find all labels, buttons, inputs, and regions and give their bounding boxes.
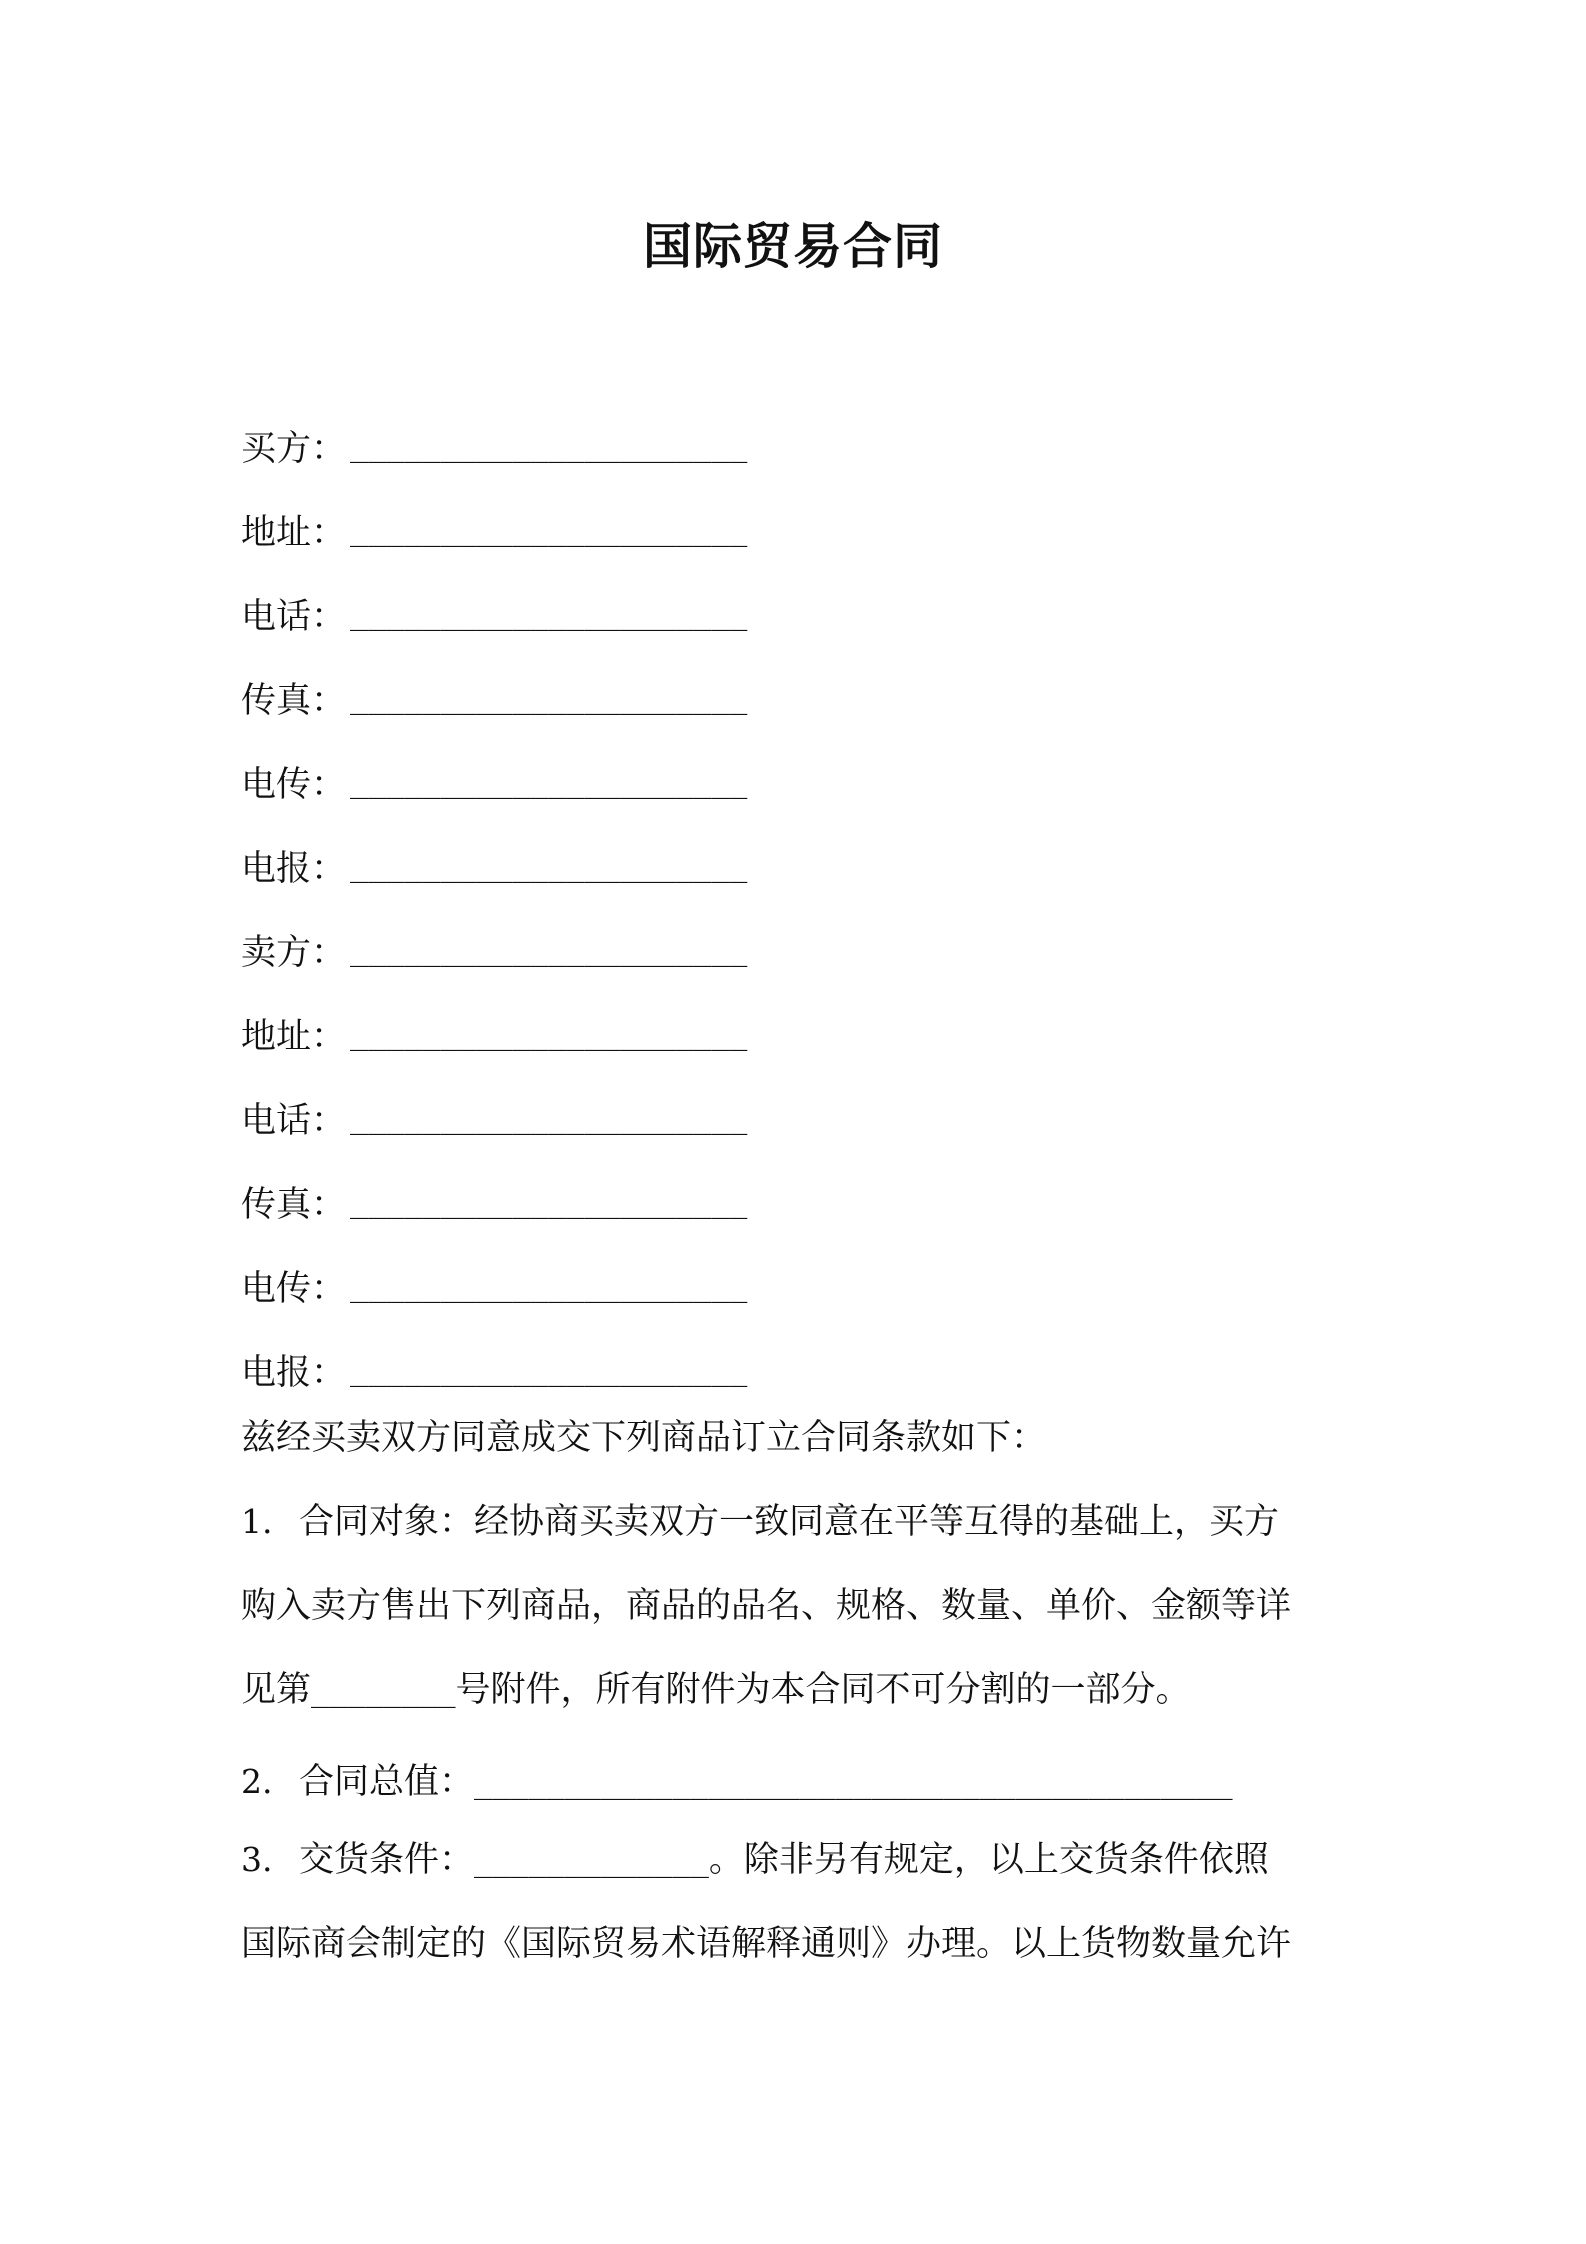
field-row-buyer-address bbox=[241, 488, 1381, 572]
fill-in-blank: ________ bbox=[311, 1674, 456, 1709]
clause-1-line-3 bbox=[241, 1648, 1361, 1734]
party-info-fields bbox=[241, 404, 1381, 1412]
fill-in-blank: ______________________ bbox=[350, 764, 748, 800]
field-row-buyer bbox=[241, 404, 1381, 488]
fill-in-blank: ______________________ bbox=[350, 848, 748, 884]
fill-in-blank: ______________________ bbox=[350, 680, 748, 716]
field-label: 买方： bbox=[241, 429, 347, 469]
clause-label: 合同总值： bbox=[299, 1762, 475, 1802]
clause-text: 见第 bbox=[241, 1670, 312, 1710]
clause-text: 合同对象：经协商买卖双方一致同意在平等互得的基础上，买方 bbox=[299, 1502, 1280, 1542]
clause-number: 2. bbox=[241, 1762, 273, 1801]
field-row-buyer-phone bbox=[241, 572, 1381, 656]
fill-in-blank: ______________________ bbox=[350, 1352, 748, 1388]
field-label: 地址： bbox=[241, 1017, 347, 1057]
field-row-seller-telex bbox=[241, 1244, 1381, 1328]
clause-text: 号附件，所有附件为本合同不可分割的一部分。 bbox=[455, 1670, 1191, 1710]
clause-label: 交货条件： bbox=[299, 1840, 475, 1880]
document-title: 国际贸易合同 bbox=[642, 218, 943, 275]
field-label: 电传： bbox=[241, 1269, 347, 1309]
field-label: 电传： bbox=[241, 765, 347, 805]
fill-in-blank: ______________________ bbox=[350, 428, 748, 464]
field-row-seller-phone bbox=[241, 1076, 1381, 1160]
field-label: 地址： bbox=[241, 513, 347, 553]
field-row-buyer-fax bbox=[241, 656, 1381, 740]
fill-in-blank: ______________________ bbox=[350, 1268, 748, 1304]
field-label: 卖方： bbox=[241, 933, 347, 973]
field-label: 电话： bbox=[241, 1101, 347, 1141]
clause-number: 3. bbox=[241, 1840, 273, 1879]
field-row-buyer-telex bbox=[241, 740, 1381, 824]
fill-in-blank: ______________________ bbox=[350, 512, 748, 548]
fill-in-blank: _____________ bbox=[474, 1844, 709, 1879]
fill-in-blank: ______________________ bbox=[350, 596, 748, 632]
field-row-seller bbox=[241, 908, 1381, 992]
fill-in-blank: ______________________ bbox=[350, 932, 748, 968]
clause-3-line-2: 国际商会制定的《国际贸易术语解释通则》办理。以上货物数量允许 bbox=[241, 1924, 1292, 1964]
field-row-seller-fax bbox=[241, 1160, 1381, 1244]
clause-3-line-1 bbox=[241, 1818, 1361, 1904]
clause-text: 。除非另有规定，以上交货条件依照 bbox=[708, 1840, 1269, 1880]
fill-in-blank: ______________________ bbox=[350, 1100, 748, 1136]
fill-in-blank: __________________________________________ bbox=[474, 1766, 1233, 1801]
intro-paragraph: 兹经买卖双方同意成交下列商品订立合同条款如下： bbox=[241, 1418, 1047, 1458]
field-label: 电话： bbox=[241, 597, 347, 637]
fill-in-blank: ______________________ bbox=[350, 1184, 748, 1220]
field-label: 电报： bbox=[241, 849, 347, 889]
clause-number: 1. bbox=[241, 1502, 273, 1541]
field-label: 电报： bbox=[241, 1353, 347, 1393]
field-row-seller-address bbox=[241, 992, 1381, 1076]
field-row-buyer-telegram bbox=[241, 824, 1381, 908]
clause-1-line-1 bbox=[241, 1480, 1361, 1564]
field-label: 传真： bbox=[241, 681, 347, 721]
fill-in-blank: ______________________ bbox=[350, 1016, 748, 1052]
clause-2 bbox=[241, 1740, 1361, 1826]
field-label: 传真： bbox=[241, 1185, 347, 1225]
clause-1-line-2: 购入卖方售出下列商品，商品的品名、规格、数量、单价、金额等详 bbox=[241, 1586, 1292, 1626]
